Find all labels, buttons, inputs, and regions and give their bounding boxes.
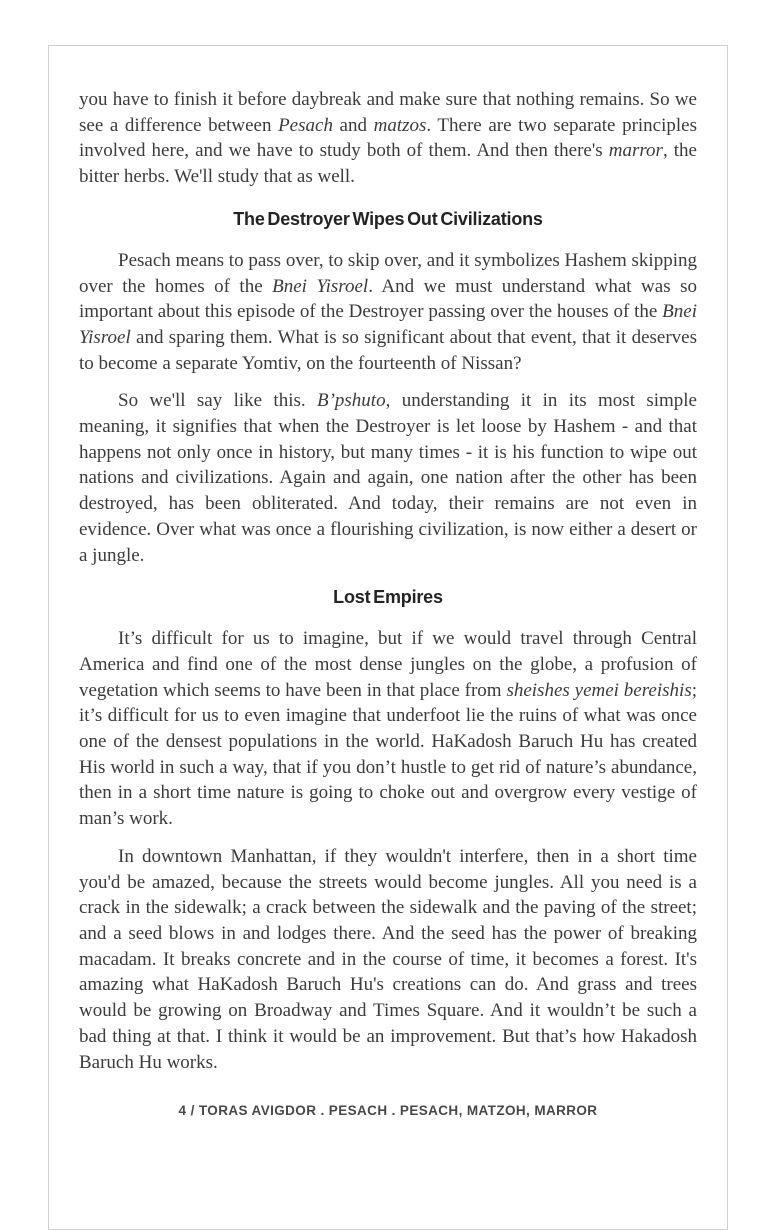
italic-term: matzos xyxy=(373,114,427,136)
text-run: So we'll say like this. xyxy=(118,390,317,412)
text-run: It’s difficult for us to imagine, but if we would travel through Central America and find one of the most dense jungles on the globe, a profusion of vegetation which seems to have been in that place from xyxy=(79,628,697,701)
text-run: , understanding it in its most simple meaning, it signifies that when the Destroyer is let loose by Hashem - and that happens not only once in history, but many times - it is his function to wipe out nations and civilizations. Again and again, one nation after the other has been destroyed, has been obliterated. And today, their remains are not even in evidence. Over what was once a flourishing civilization, is now either a desert or a jungle. xyxy=(79,390,697,566)
italic-term: Bnei Yisroel xyxy=(272,275,369,297)
text-run: and sparing them. What is so significant about that event, that it deserves to become a separate Yomtiv, on the fourteenth of Nissan? xyxy=(79,326,697,374)
text-run: and xyxy=(332,114,374,136)
italic-term: sheishes yemei bereishis xyxy=(506,679,692,701)
text-run: . There are two separate principles involved here, and we have to study both of them. And then there's xyxy=(79,114,697,162)
italic-term: B’pshuto xyxy=(316,390,386,412)
italic-term: marror xyxy=(608,140,663,162)
page-footer: 4 / TORAS AVIGDOR . PESACH . PESACH, MATZOH, MARROR xyxy=(178,1103,598,1119)
text-run: you have to finish it before daybreak and make sure that nothing remains. So we see a difference between xyxy=(79,89,697,136)
text-run: ; it’s difficult for us to even imagine that underfoot lie the ruins of what was once one of the densest populations in the world. HaKadosh Baruch Hu has created His world in such a way, that if you don’t hustle to get rid of nature’s abundance, then in a short time nature is going to choke out and overgrow every vestige of man’s work. xyxy=(79,679,697,830)
text-run: In downtown Manhattan, if they wouldn't interfere, then in a short time you'd be amazed, because the streets would become jungles. All you need is a crack in the sidewalk; a crack between the sidewalk and the paving of the street; and a seed blows in and lodges there. And the seed has the power of breaking macadam. It breaks concrete and in the course of time, it becomes a forest. It's amazing what HaKadosh Baruch Hu's creations can do. And grass and trees would be growing on Broadway and Times Square. And it wouldn’t be such a bad thing at that. I think it would be an improvement. But that’s how Hakadosh Baruch Hu works. xyxy=(79,845,697,1073)
body-paragraph xyxy=(79,87,697,190)
body-paragraph xyxy=(79,248,697,377)
italic-term: Bnei Yisroel xyxy=(79,301,697,348)
text-run: , the bitter herbs. We'll study that as well. xyxy=(79,140,697,188)
section-heading: The Destroyer Wipes Out Civilizations xyxy=(233,208,543,229)
section-heading: Lost Empires xyxy=(333,587,443,608)
body-paragraph xyxy=(79,388,697,568)
text-run: . And we must understand what was so important about this episode of the Destroyer passing over the houses of the xyxy=(79,275,697,323)
text-run: Pesach means to pass over, to skip over, and it symbolizes Hashem skipping over the homes of the xyxy=(79,249,697,297)
page-frame xyxy=(48,45,728,1230)
body-paragraph xyxy=(79,844,697,1075)
body-paragraph xyxy=(79,626,697,832)
page-body xyxy=(49,46,727,1075)
italic-term: Pesach xyxy=(278,114,333,136)
